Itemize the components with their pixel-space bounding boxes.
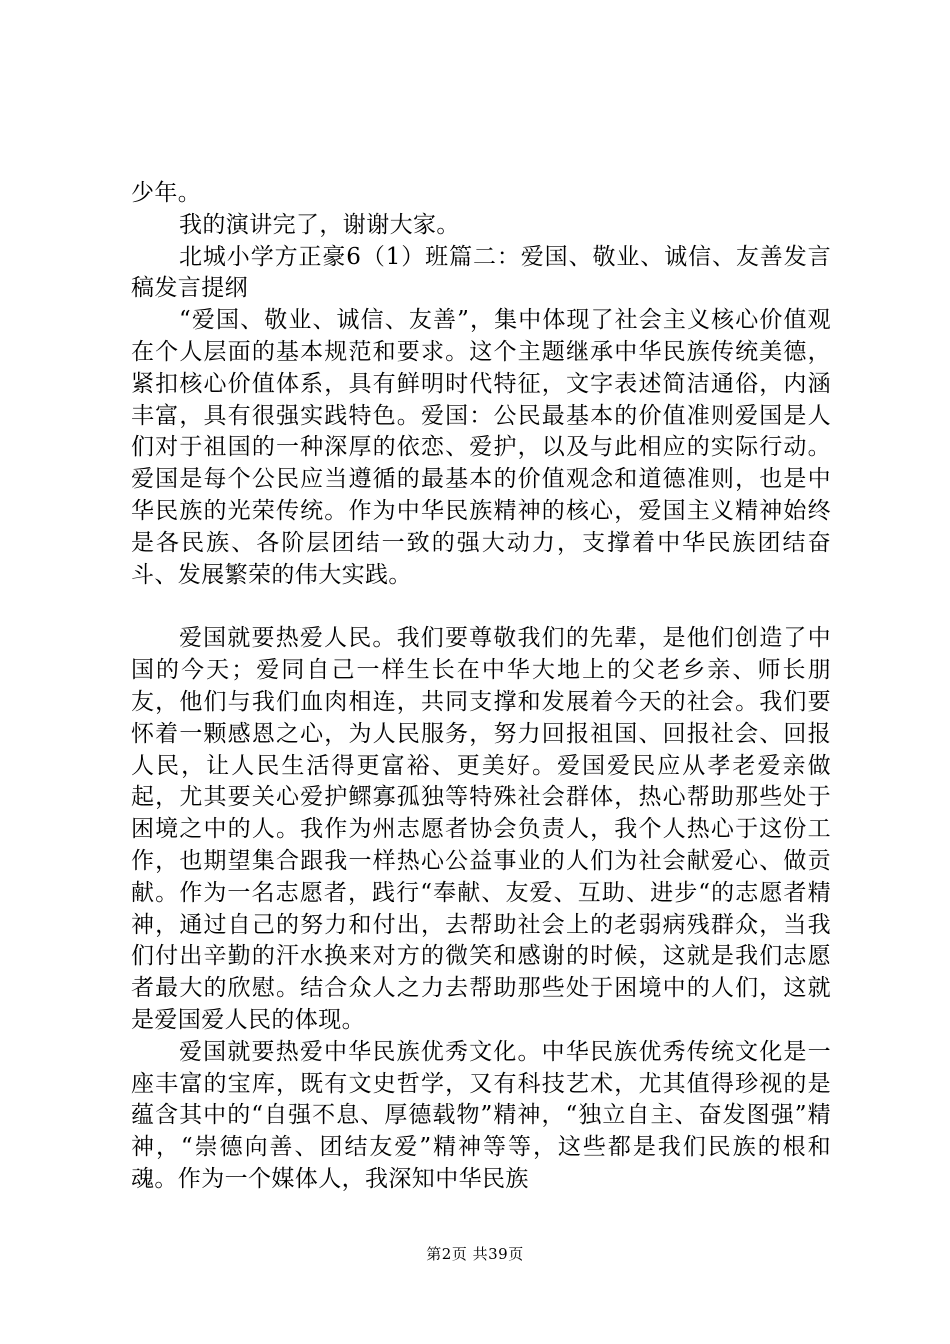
paragraph-intro: “爱国、敬业、诚信、友善”，集中体现了社会主义核心价值观在个人层面的基本规范和要求。这个主题继承中华民族传统美德，紧扣核心价值体系，具有鲜明时代特征，文字表述简洁通俗，内涵丰富，具有很强实践特色。爱国：公民最基本的价值准则爱国是人们对于祖国的一种深厚的依恋、爱护，以及与此相应的实际行动。爱国是每个公民应当遵循的最基本的价值观念和道德准则，也是中华民族的光荣传统。作为中华民族精神的核心，爱国主义精神始终是各民族、各阶层团结一致的强大动力，支撑着中华民族团结奋斗、发展繁荣的伟大实践。 (131, 307, 831, 588)
paragraph-continuation: 少年。 (131, 180, 202, 206)
paragraph-love-culture: 爱国就要热爱中华民族优秀文化。中华民族优秀传统文化是一座丰富的宝库，既有文史哲学，又有科技艺术，尤其值得珍视的是蕴含其中的“自强不息、厚德载物”精神，“独立自主、奋发图强”精神，“崇德向善、团结友爱”精神等等，这些都是我们民族的根和魂。作为一个媒体人，我深知中华民族 (131, 1038, 831, 1192)
document-body (131, 178, 831, 1196)
paragraph-closing: 我的演讲完了，谢谢大家。 (179, 211, 460, 238)
paragraph-section-heading: 北城小学方正豪6（1）班篇二：爱国、敬业、诚信、友善发言稿发言提纲 (131, 243, 831, 302)
paragraph-love-people: 爱国就要热爱人民。我们要尊敬我们的先辈，是他们创造了中国的今天；爱同自己一样生长在中华大地上的父老乡亲、师长朋友，他们与我们血肉相连，共同支撑和发展着今天的社会。我们要怀着一颗感恩之心，为人民服务，努力回报祖国、回报社会、回报人民，让人民生活得更富裕、更美好。爱国爱民应从孝老爱亲做起，尤其要关心爱护鳏寡孤独等特殊社会群体，热心帮助那些处于困境之中的人。我作为州志愿者协会负责人，我个人热心于这份工作，也期望集合跟我一样热心公益事业的人们为社会献爱心、做贡献。作为一名志愿者，践行“奉献、友爱、互助、进步“的志愿者精神，通过自己的努力和付出，去帮助社会上的老弱病残群众，当我们付出辛勤的汗水换来对方的微笑和感谢的时候，这就是我们志愿者最大的欣慰。结合众人之力去帮助那些处于困境中的人们，这就是爱国爱人民的体现。 (131, 625, 831, 1033)
page-number-footer: 第2页 共39页 (426, 1245, 524, 1263)
paragraph-gap (131, 591, 831, 623)
